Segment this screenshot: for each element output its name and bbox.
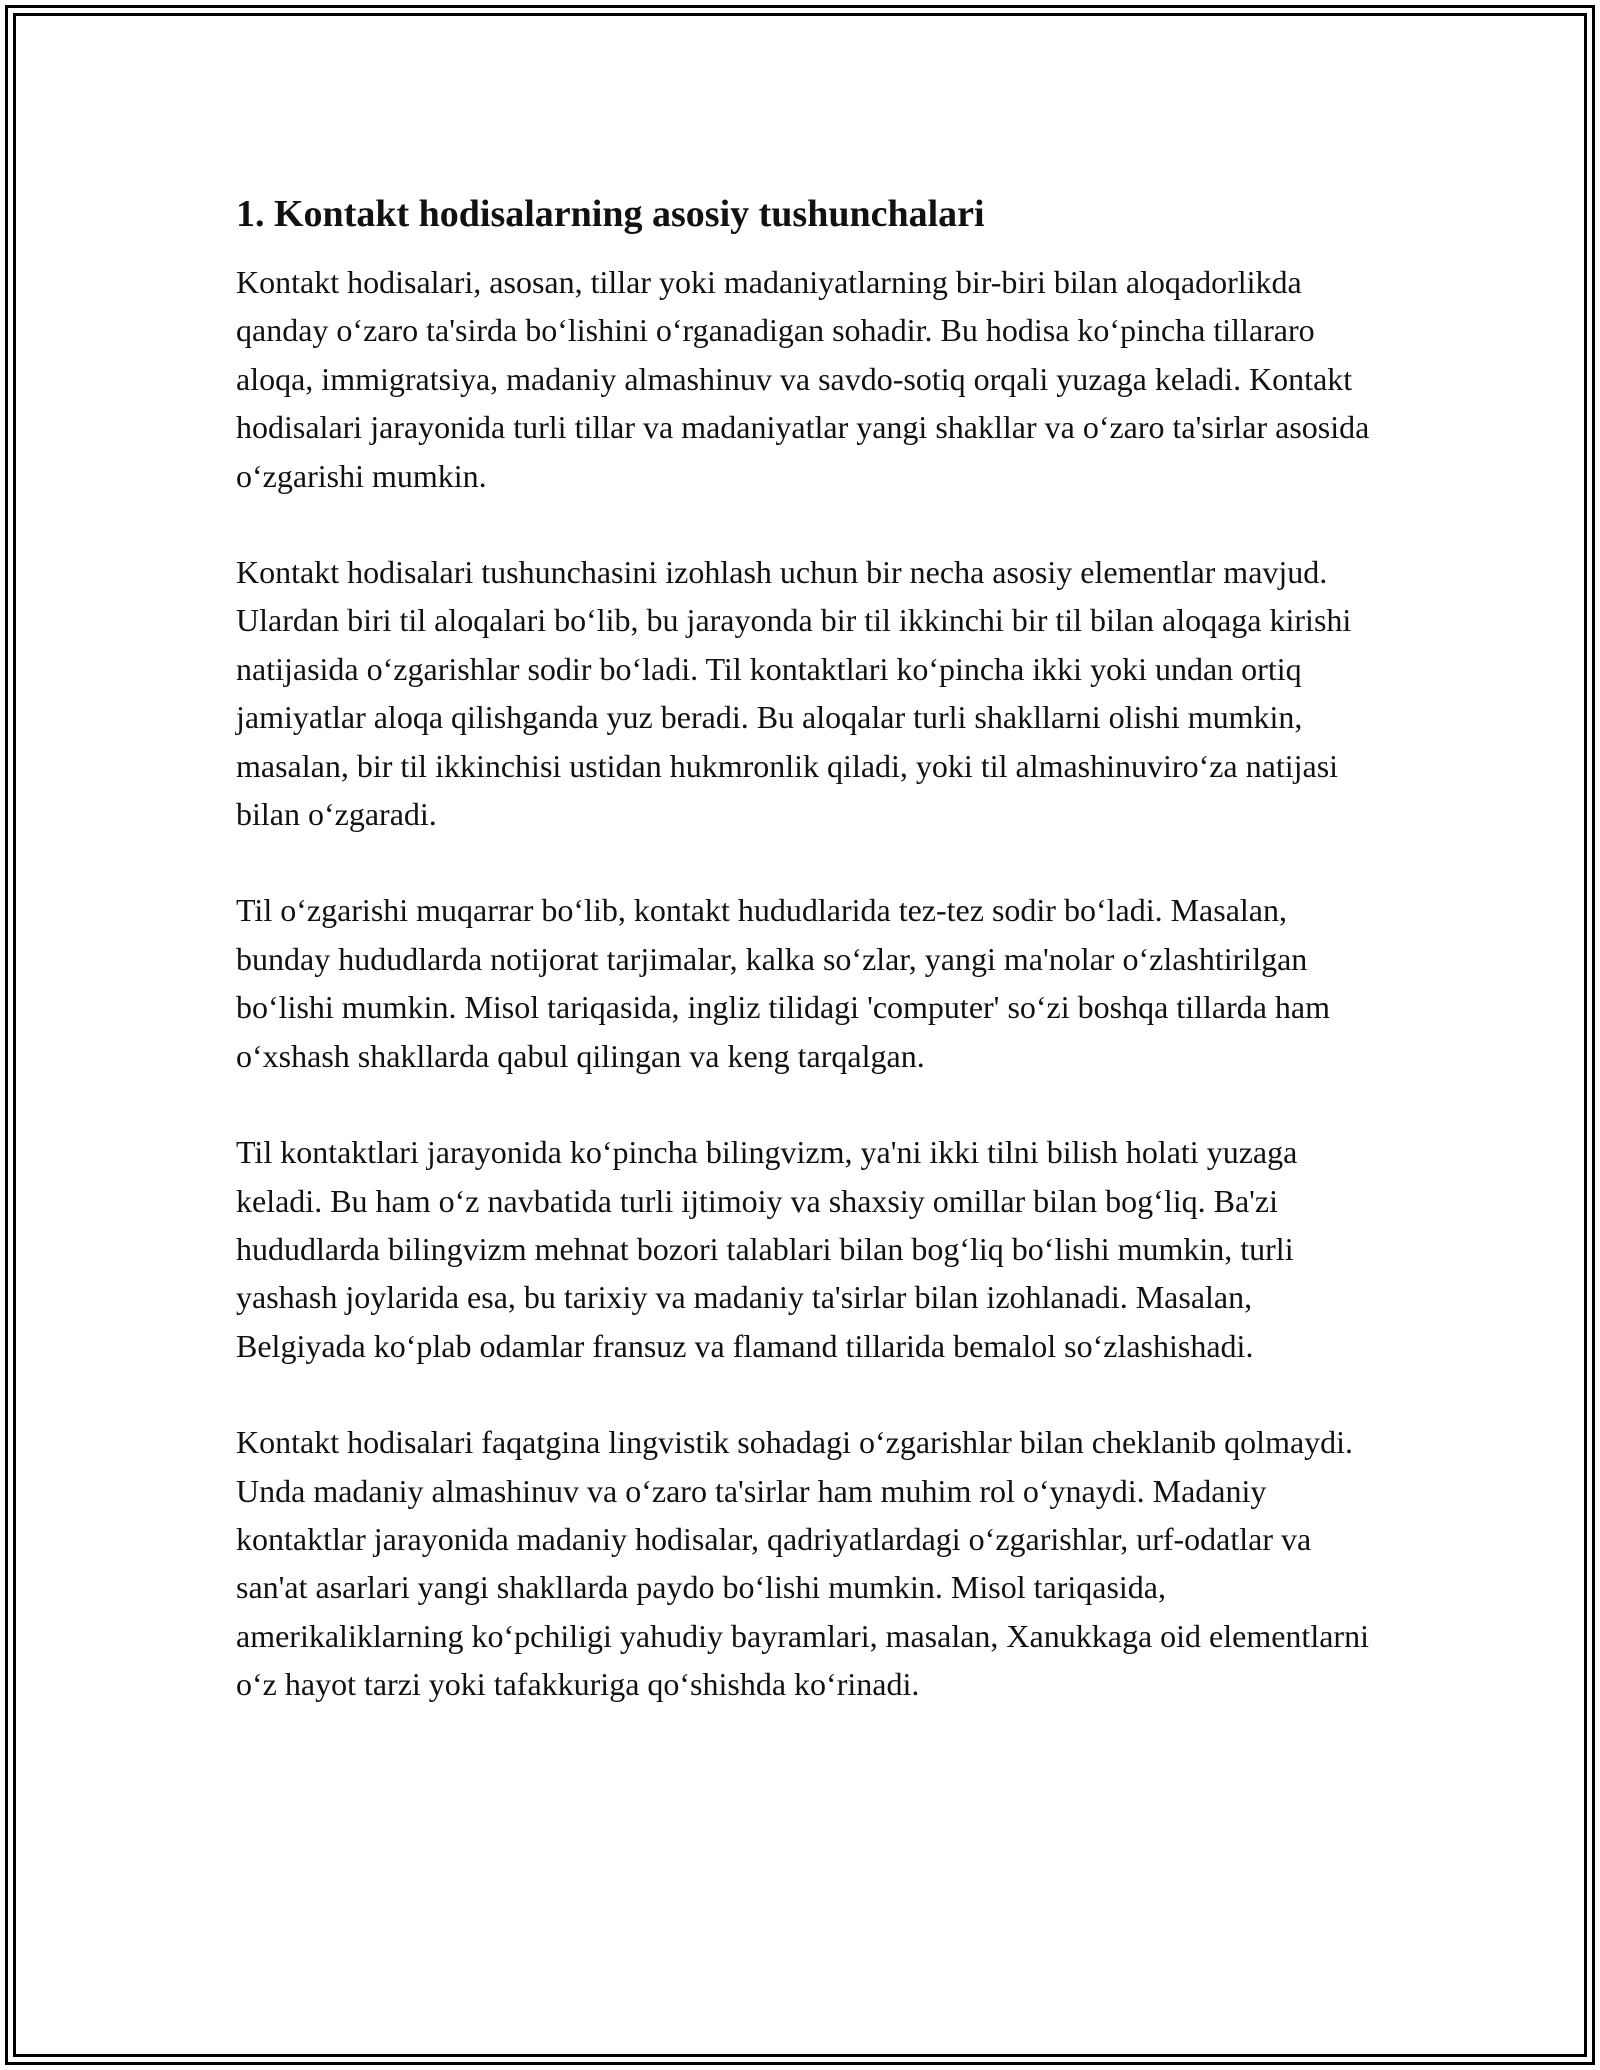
paragraph-5: Kontakt hodisalari faqatgina lingvistik sohadagi o‘zgarishlar bilan cheklanib qolmaydi. Unda madaniy almashinuv va o‘zaro ta'sirlar ham muhim rol o‘ynaydi. Madaniy kontaktlar jarayonida madaniy hodisalar, qadriyatlardagi o‘zgarishlar, urf-odatlar va san'at asarlari yangi shakllarda paydo bo‘lishi mumkin. Misol tariqasida, amerikaliklarning ko‘pchiligi yahudiy bayramlari, masalan, Xanukkaga oid elementlarni o‘z hayot tarzi yoki tafakkuriga qo‘shishda ko‘rinadi.	[236, 1424, 1369, 1703]
document-body	[236, 188, 1381, 1757]
section-heading: 1. Kontakt hodisalarning asosiy tushunchalari	[236, 193, 985, 235]
paragraph-1: Kontakt hodisalari, asosan, tillar yoki madaniyatlarning bir-biri bilan aloqadorlikda qanday o‘zaro ta'sirda bo‘lishini o‘rganadigan sohadir. Bu hodisa ko‘pincha tillararo aloqa, immigratsiya, madaniy almashinuv va savdo-sotiq orqali yuzaga keladi. Kontakt hodisalari jarayonida turli tillar va madaniyatlar yangi shakllar va o‘zaro ta'sirlar asosida o‘zgarishi mumkin.	[236, 264, 1370, 494]
paragraph-3: Til o‘zgarishi muqarrar bo‘lib, kontakt hududlarida tez-tez sodir bo‘ladi. Masalan, bunday hududlarda notijorat tarjimalar, kalka so‘zlar, yangi ma'nolar o‘zlashtirilgan bo‘lishi mumkin. Misol tariqasida, ingliz tilidagi 'computer' so‘zi boshqa tillarda ham o‘xshash shakllarda qabul qilingan va keng tarqalgan.	[236, 892, 1331, 1074]
paragraph-4: Til kontaktlari jarayonida ko‘pincha bilingvizm, ya'ni ikki tilni bilish holati yuzaga keladi. Bu ham o‘z navbatida turli ijtimoiy va shaxsiy omillar bilan bog‘liq. Ba'zi hududlarda bilingvizm mehnat bozori talablari bilan bog‘liq bo‘lishi mumkin, turli yashash joylarida esa, bu tarixiy va madaniy ta'sirlar bilan izohlanadi. Masalan, Belgiyada ko‘plab odamlar fransuz va flamand tillarida bemalol so‘zlashishadi.	[236, 1134, 1298, 1364]
paragraph-2: Kontakt hodisalari tushunchasini izohlash uchun bir necha asosiy elementlar mavjud. Ulardan biri til aloqalari bo‘lib, bu jarayonda bir til ikkinchi bir til bilan aloqaga kirishi natijasida o‘zgarishlar sodir bo‘ladi. Til kontaktlari ko‘pincha ikki yoki undan ortiq jamiyatlar aloqa qilishganda yuz beradi. Bu aloqalar turli shakllarni olishi mumkin, masalan, bir til ikkinchisi ustidan hukmronlik qiladi, yoki til almashinuviro‘za natijasi bilan o‘zgaradi.	[236, 554, 1352, 833]
